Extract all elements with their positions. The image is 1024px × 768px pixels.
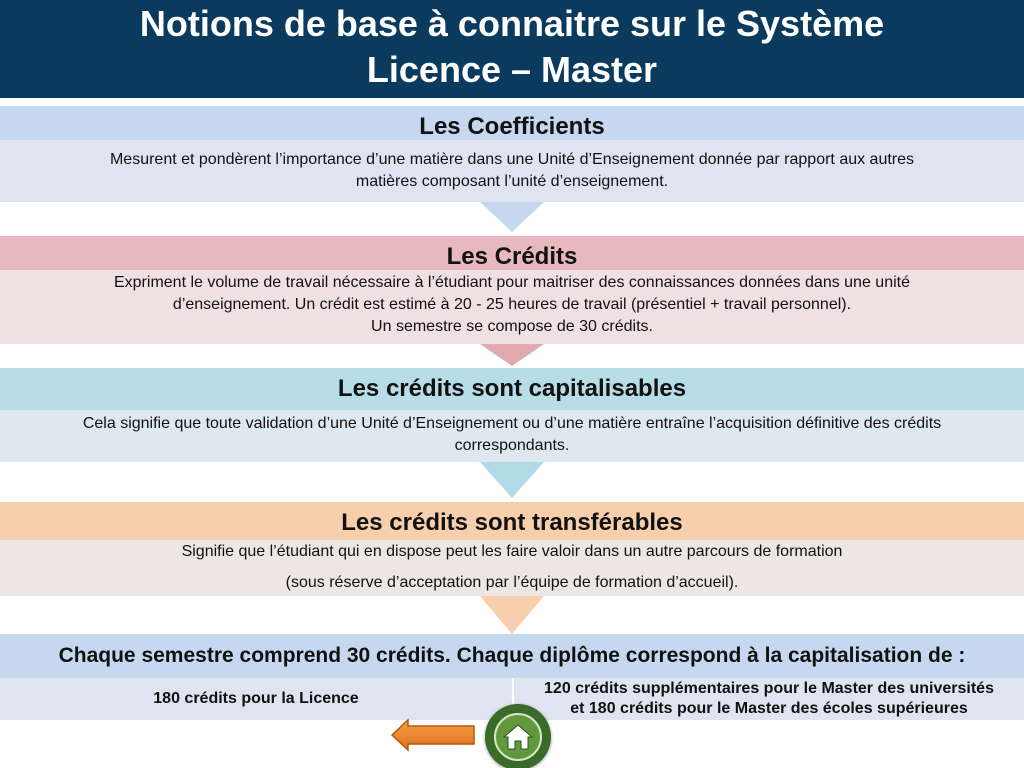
capitalisables-text-line: correspondants. <box>454 437 570 454</box>
transferables-text-line: Signifie que l’étudiant qui en dispose peut les faire valoir dans un autre parcours de formation <box>181 543 843 560</box>
home-button-inner <box>494 713 542 761</box>
summary-heading: Chaque semestre comprend 30 crédits. Chaque diplôme correspond à la capitalisation de : <box>0 634 1024 678</box>
coefficients-text <box>0 140 1024 202</box>
title-line-2: Licence – Master <box>366 49 658 90</box>
coefficients-heading: Les Coefficients <box>0 106 1024 146</box>
down-arrow-icon <box>480 344 544 366</box>
credits-heading: Les Crédits <box>0 236 1024 274</box>
capitalisables-text-line: Cela signifie que toute validation d’une Unité d’Enseignement ou d’une matière entraîne l’acquisition définitive des crédits <box>82 415 942 432</box>
transferables-heading: Les crédits sont transférables <box>0 502 1024 542</box>
home-icon <box>503 723 533 751</box>
coefficients-text-line: Mesurent et pondèrent l’importance d’une matière dans une Unité d’Enseignement donnée par rapport aux autres <box>109 151 915 168</box>
down-arrow-icon <box>480 202 544 232</box>
licence-credits-cell <box>0 678 512 720</box>
credits-text-line: d’enseignement. Un crédit est estimé à 20 - 25 heures de travail (présentiel + travail personnel). <box>172 296 852 313</box>
credits-text-line: Un semestre se compose de 30 crédits. <box>371 318 653 335</box>
capitalisables-text <box>0 410 1024 462</box>
title-line-1: Notions de base à connaitre sur le Système <box>139 3 885 44</box>
slide-title <box>0 0 1024 98</box>
capitalisables-heading: Les crédits sont capitalisables <box>0 368 1024 410</box>
credits-text-line: Expriment le volume de travail nécessaire à l’étudiant pour maitriser des connaissances données dans une unité <box>113 274 910 291</box>
licence-credits-text: 180 crédits pour la Licence <box>153 690 359 707</box>
master-credits-cell <box>514 678 1024 720</box>
master-credits-line: 120 crédits supplémentaires pour le Master des universités <box>544 680 994 697</box>
down-arrow-icon <box>480 596 544 634</box>
left-arrow-icon[interactable] <box>390 718 476 752</box>
transferables-text-line: (sous réserve d’acceptation par l’équipe de formation d’accueil). <box>285 574 739 591</box>
home-button[interactable] <box>485 704 551 768</box>
coefficients-text-line: matières composant l’unité d’enseignement. <box>355 173 669 190</box>
down-arrow-icon <box>480 462 544 498</box>
credits-text <box>0 270 1024 344</box>
master-credits-line: et 180 crédits pour le Master des écoles supérieures <box>570 700 968 717</box>
transferables-text <box>0 540 1024 596</box>
